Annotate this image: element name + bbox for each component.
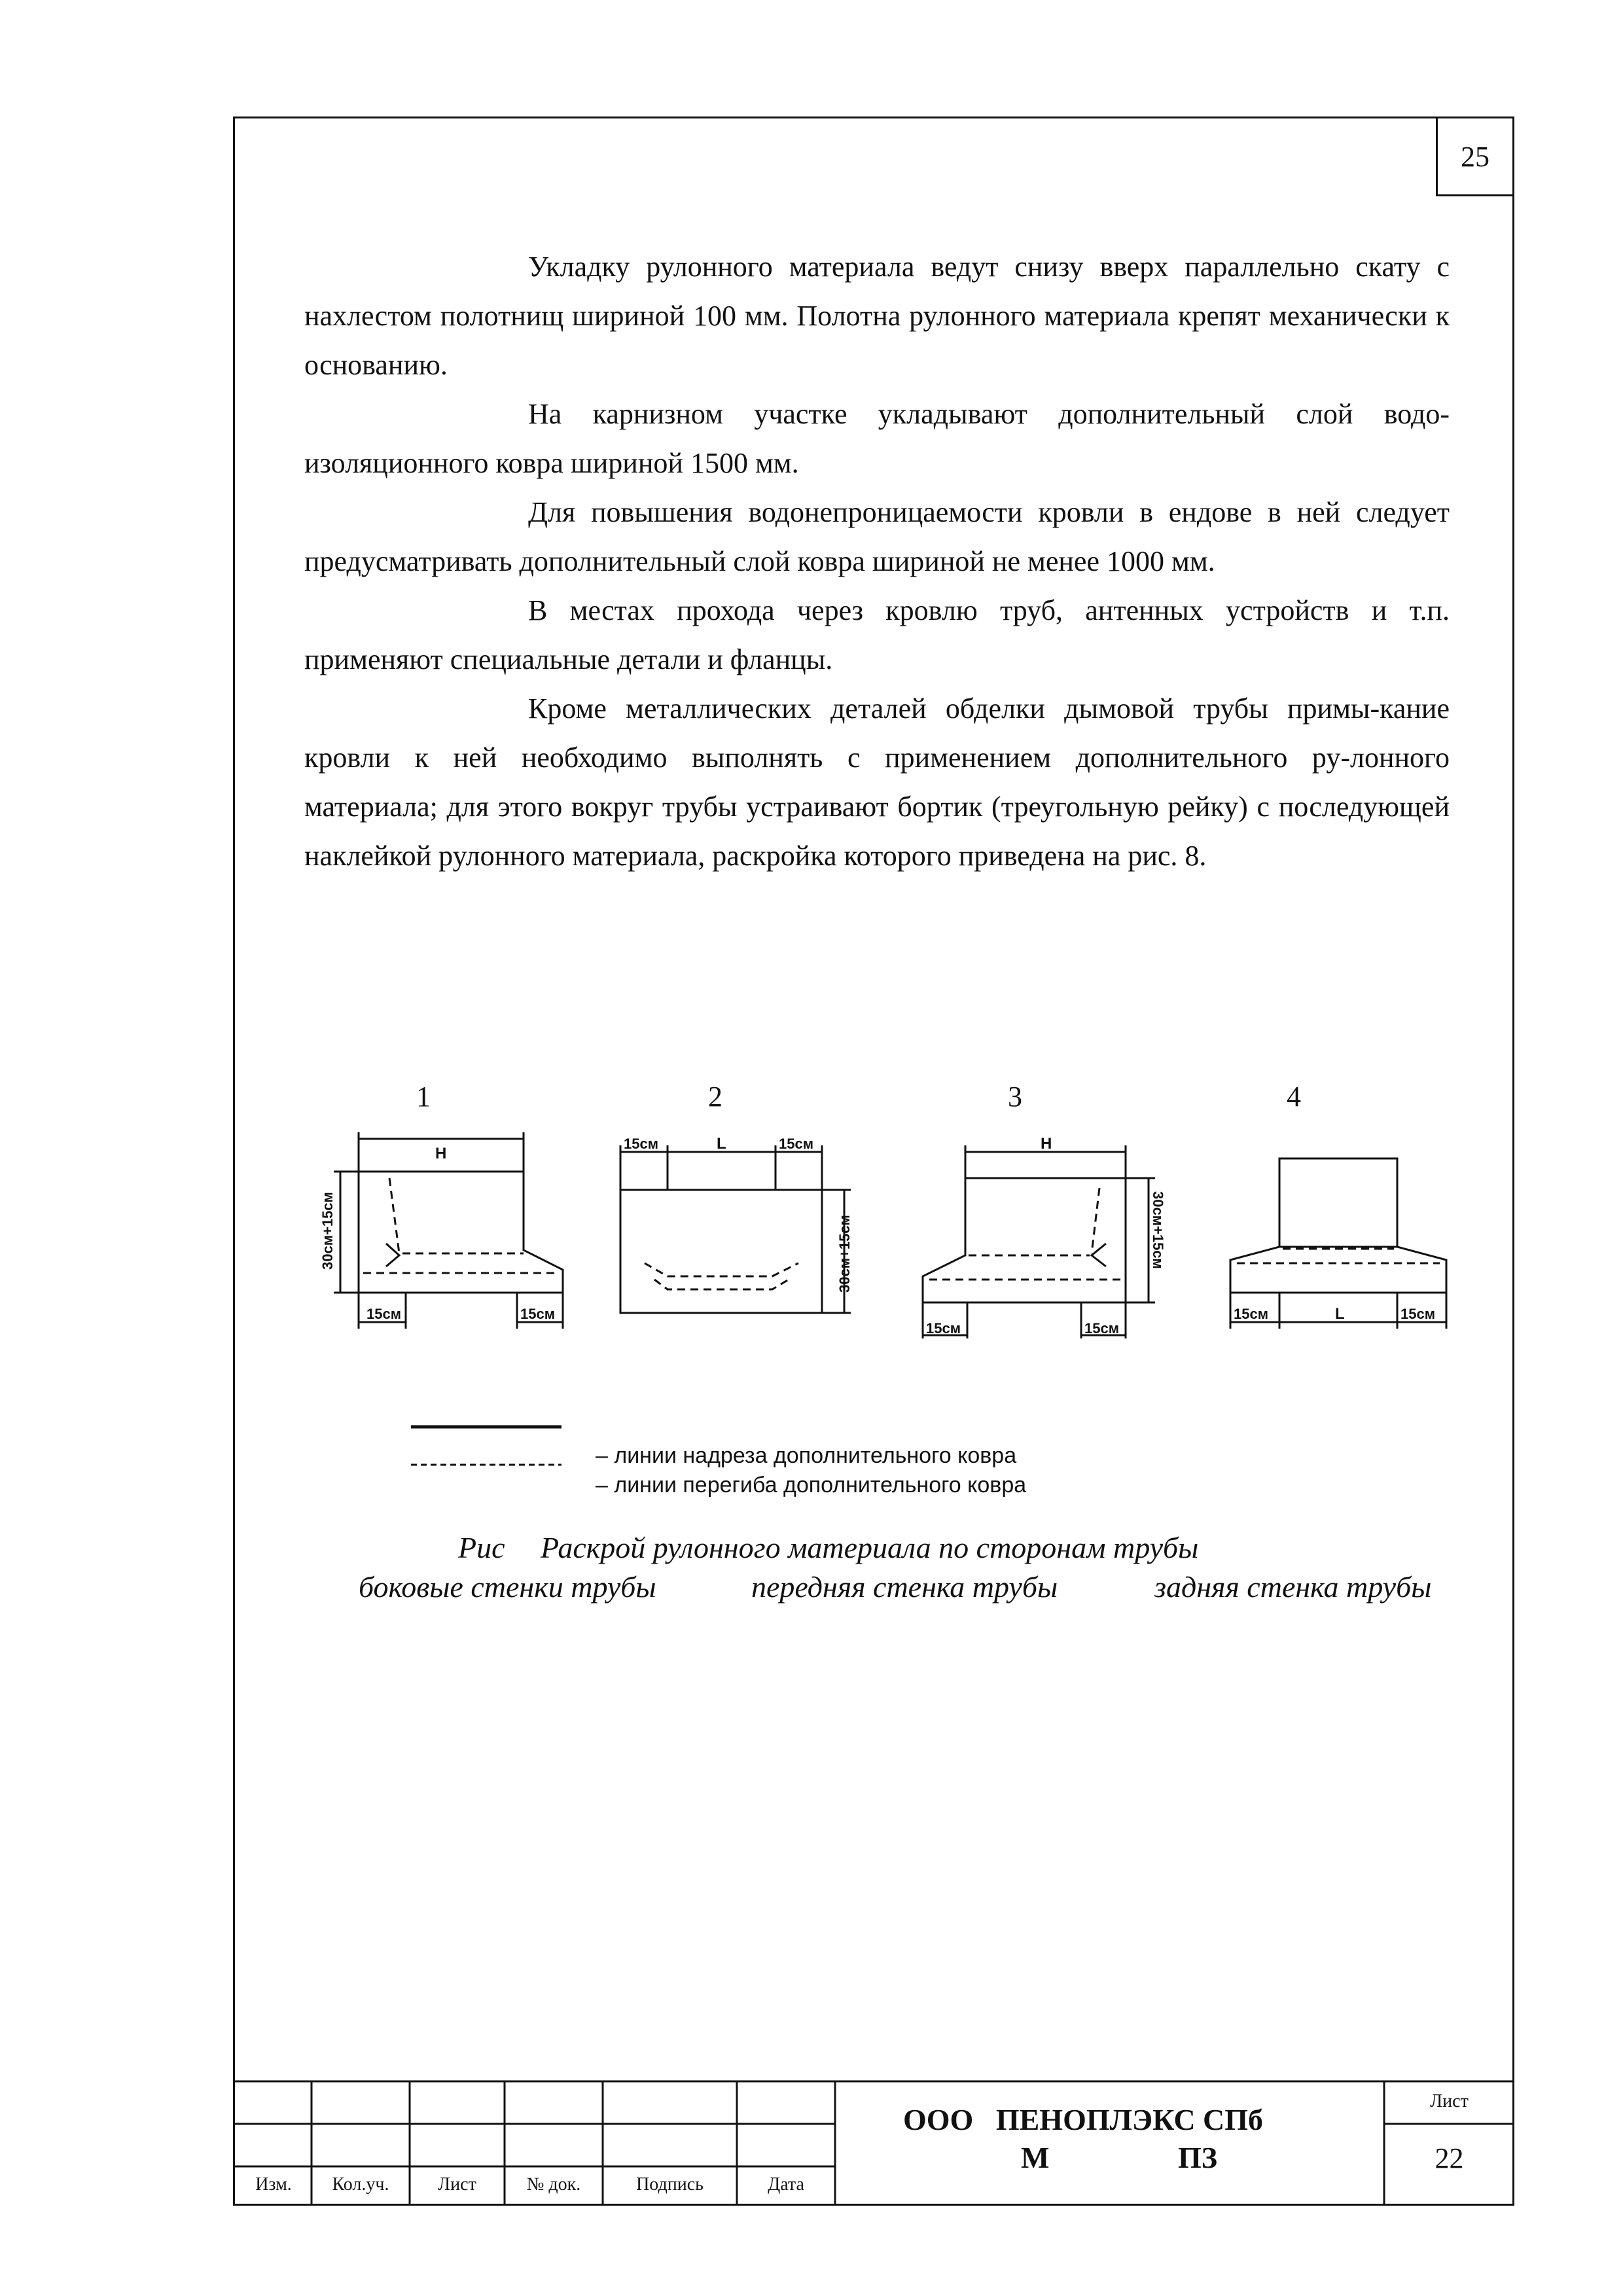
stamp-header-list: Лист [438,2174,476,2195]
dim-15-3b: 15см [1084,1320,1119,1336]
caption-title: Раскрой рулонного материала по сторонам трубы [541,1531,1199,1564]
diagram-4-side-wall [1230,1158,1446,1329]
stamp-header-izm: Изм. [255,2174,292,2195]
dim-15-1a: 15см [366,1306,401,1322]
paragraph-2: На карнизном участке укладывают дополнительный слой водо-изоляционного ковра шириной 1500 мм. [304,398,1450,479]
dim-15-1b: 15см [520,1306,555,1322]
diagram-3-back-wall [923,1145,1155,1338]
figure-number-3: 3 [1008,1081,1022,1113]
stamp-pz: ПЗ [1178,2141,1218,2174]
stamp-company: ООО ПЕНОПЛЭКС СПб [903,2103,1264,2136]
stamp-header-sign: Подпись [636,2174,704,2195]
page-number: 25 [1436,117,1514,196]
stamp-header-kol: Кол.уч. [332,2174,389,2195]
dim-vert-3: 30см+15см [1150,1191,1166,1269]
caption-back-wall: задняя стенка трубы [1154,1570,1432,1604]
paragraph-4: В местах прохода через кровлю труб, антенных устройств и т.п. применяют специальные детали и фланцы. [304,594,1450,675]
paragraph-5: Кроме металлических деталей обделки дымовой трубы примы-кание кровли к ней необходимо выполнять с применением дополнительного ру-лонного материала; для этого вокруг трубы устраивают бортик (треугольную рейку) с последующей наклейкой рулонного материала, раскройка которого приведена на рис. 8. [304,692,1450,872]
dim-h-3: H [1041,1135,1052,1153]
dim-15-2a: 15см [624,1136,658,1152]
caption-front-wall: передняя стенка трубы [751,1570,1058,1604]
figure-number-2: 2 [708,1081,722,1113]
diagram-2-front-wall [620,1145,851,1313]
dim-l-2: L [717,1135,726,1153]
stamp-sheet-number: 22 [1435,2142,1464,2174]
diagram-1-side-walls [334,1132,563,1329]
stamp-header-doc: № док. [526,2174,581,2195]
paragraph-3: Для повышения водонепроницаемости кровли в ендове в ней следует предусматривать дополнительный слой ковра шириной не менее 1000 мм. [304,496,1450,577]
dim-vert-1: 30см+15см [319,1192,336,1270]
dim-15-2b: 15см [779,1136,813,1152]
figure-number-4: 4 [1287,1081,1301,1113]
stamp-m: М [1021,2141,1050,2174]
dim-15-4b: 15см [1400,1306,1435,1322]
dim-l-4: L [1335,1305,1345,1323]
figure-number-1: 1 [416,1081,431,1113]
stamp-sheet-label: Лист [1430,2091,1469,2111]
dim-h-1: H [435,1145,447,1162]
stamp-header-date: Дата [768,2174,804,2195]
paragraph-1: Укладку рулонного материала ведут снизу вверх параллельно скату с нахлестом полотнищ шириной 100 мм. Полотна рулонного материала крепят механически к основанию. [304,251,1450,381]
legend-cut-lines: – линии надреза дополнительного ковра [596,1443,1017,1468]
caption-side-walls: боковые стенки трубы [359,1570,656,1604]
caption-prefix: Рис [458,1531,505,1564]
legend-fold-lines: – линии перегиба дополнительного ковра [596,1473,1027,1498]
dim-15-3a: 15см [926,1320,961,1336]
dim-vert-2: 30см+15см [836,1215,853,1293]
dim-15-4a: 15см [1234,1306,1268,1322]
